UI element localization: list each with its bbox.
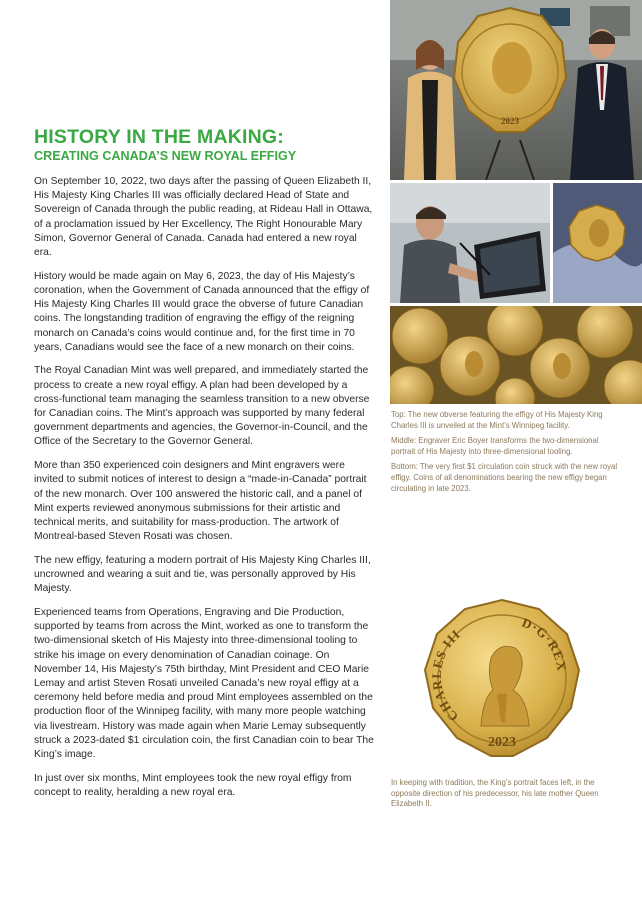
unveiling-photo	[390, 0, 642, 180]
caption-middle: Middle: Engraver Eric Boyer transforms the two-dimensional portrait of His Majesty into three-dimensional tooling.	[391, 436, 599, 456]
article-column	[34, 126, 374, 810]
paragraph: In just over six months, Mint employees took the new royal effigy from concept to reality, heralding a new royal era.	[34, 772, 352, 798]
caption-coin: In keeping with tradition, the King’s portrait faces left, in the opposite direction of his predecessor, his late mother Queen Elizabeth II.	[391, 778, 599, 809]
caption-top: Top: The new obverse featuring the effigy of His Majesty King Charles III is unveiled at the Mint’s Winnipeg facility.	[391, 410, 603, 430]
paragraph: The Royal Canadian Mint was well prepared, and immediately started the process to create a new royal effigy. A plan had been developed by a cross-functional team managing the seamless transition to a new obverse for Canadian coins. The Mint’s approach was supported by many federal government departments and agencies, the Governor-in-Council, and the Office of the Secretary to the Governor General.	[34, 365, 370, 448]
paragraph: The new effigy, featuring a modern portrait of His Majesty King Charles III, uncrowned and wearing a suit and tie, was personally approved by His Majesty.	[34, 554, 371, 595]
article-title: HISTORY IN THE MAKING:	[34, 126, 284, 148]
coin-illustration	[421, 598, 583, 760]
caption-bottom: Bottom: The very first $1 circulation coin struck with the new royal effigy. Coins of all denominations bearing the new effigy began circulating in late 2023.	[391, 462, 618, 493]
coin-legend-left: CHARLES III	[428, 626, 464, 725]
paragraph: More than 350 experienced coin designers and Mint engravers were invited to submit notices of interest to design a “made-in-Canada” portrait of the new monarch. Over 100 answered the historic call, and a panel of Mint experts reviewed anonymous submissions for their artistic and technical merits, and suitability for mass-production. The artwork of Montreal-based Steven Rosati was chosen.	[34, 460, 367, 543]
paragraph: Experienced teams from Operations, Engraving and Die Production, supported by teams from across the Mint, worked as one to transform the two-dimensional sketch of His Majesty into three-dimensional tooling to strike his image on every denomination of Canadian coinage. On November 14, His Majesty’s 75th birthday, Mint President and CEO Marie Lemay and artist Steven Rosati unveiled Canada’s new royal effigy at a ceremony held before media and proud Mint employees assembled on the production floor of the Winnipeg facility, with many more people watching via livestream. History was made again when Marie Lemay subsequently struck a 2023-dated $1 circulation coin, the first Canadian coin to bear The King’s image.	[34, 606, 374, 761]
coin-caption	[391, 778, 621, 815]
coin-year: 2023	[488, 735, 516, 750]
paragraph: On September 10, 2022, two days after the passing of Queen Elizabeth II, His Majesty King Charles III was officially declared Head of State and Sovereign of Canada through the public reading, at Rideau Hall in Ottawa, of a proclamation issued by Her Excellency, The Right Honourable Mary Simon, Governor General of Canada. Canada had entered a new royal era.	[34, 176, 373, 259]
engraver-photo	[390, 183, 550, 303]
coin-pile-photo	[390, 306, 642, 404]
svg-text:2023: 2023	[501, 116, 519, 126]
article-subtitle: CREATING CANADA’S NEW ROYAL EFFIGY	[34, 149, 297, 163]
coin-legend-right: D·G·REX	[519, 614, 570, 673]
paragraph: History would be made again on May 6, 2023, the day of His Majesty’s coronation, when the Government of Canada announced that the effigy of His Majesty King Charles III would grace the obverse of future Canadian coins. The longstanding tradition of engraving the effigy of the reigning monarch on Canada’s coins would continue and, for the first time in 70 years, Canadians would see the face of a new monarch on their coins.	[34, 270, 370, 353]
photo-captions	[391, 410, 621, 499]
gloved-coin-photo	[553, 183, 642, 303]
